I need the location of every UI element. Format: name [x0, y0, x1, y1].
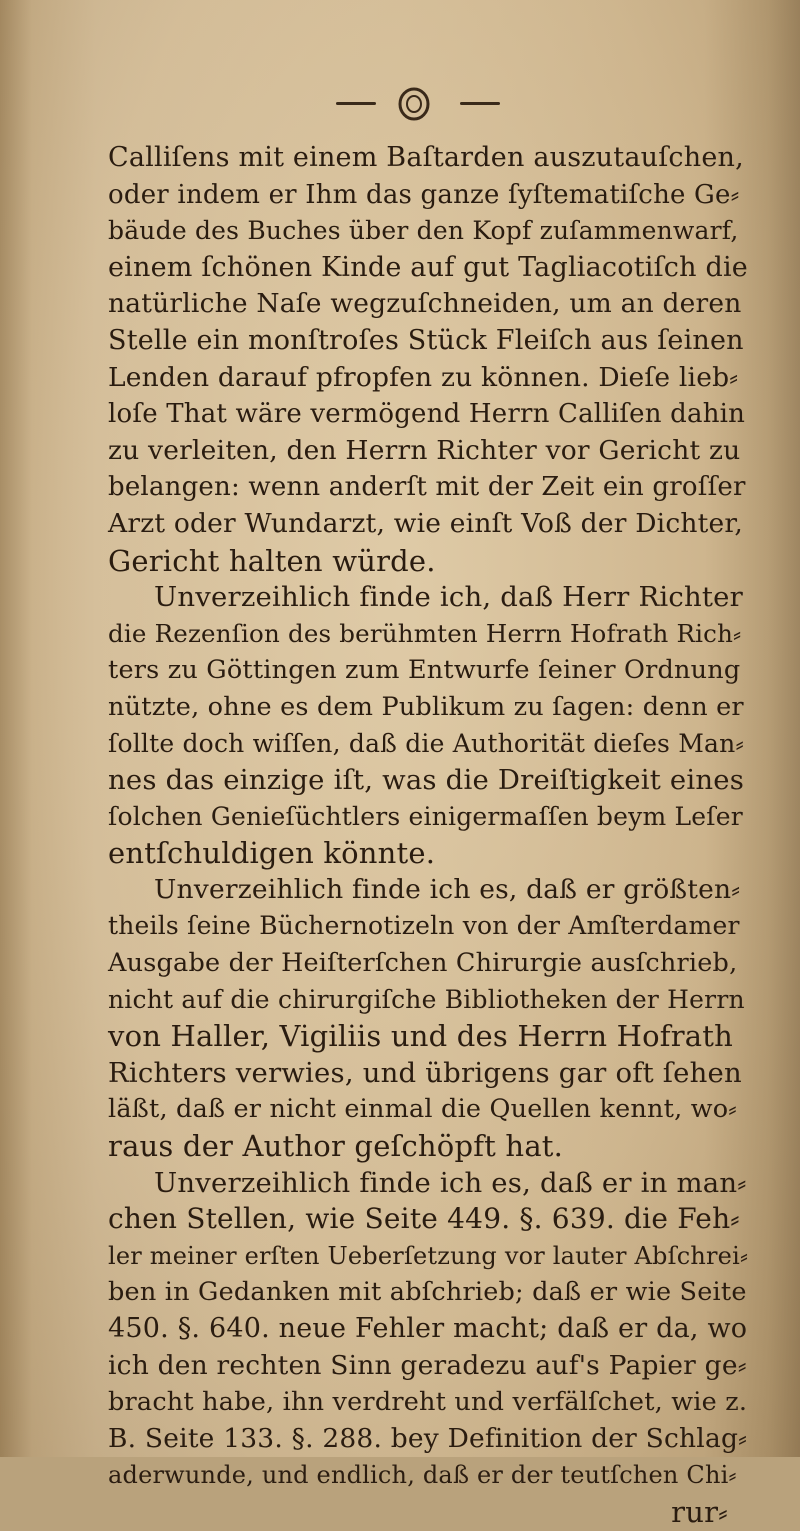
- text-line: nicht auf die chirurgiſche Bibliotheken der Herrn: [108, 984, 745, 1014]
- text-line: Unverzeihlich finde ich es, daß er größten⸗: [154, 873, 741, 905]
- text-line: raus der Author geſchöpft hat.: [108, 1129, 564, 1164]
- text-line: ler meiner erſten Ueberſetzung vor lauter Abſchrei⸗: [108, 1241, 749, 1270]
- text-line: ters zu Göttingen zum Entwurfe ſeiner Ordnung: [108, 655, 741, 686]
- text-line: Stelle ein monſtroſes Stück Fleiſch aus ſeinen: [108, 324, 744, 356]
- ornament-emblem-icon: [384, 84, 444, 124]
- text-line: ſolchen Genieſüchtlers einigermaſſen beym Leſer: [108, 801, 743, 831]
- text-line: Richters verwies, und übrigens gar oft ſehen: [108, 1056, 742, 1089]
- text-line: aderwunde, und endlich, daß er der teutſchen Chi⸗: [108, 1461, 737, 1490]
- catchword: rur⸗: [671, 1494, 728, 1529]
- text-line: nes das einzige iſt, was die Dreiſtigkeit eines: [108, 764, 745, 797]
- text-line: läßt, daß er nicht einmal die Quellen kennt, wo⸗: [108, 1094, 737, 1125]
- text-line: Calliſens mit einem Baſtarden auszutauſchen,: [108, 142, 744, 173]
- text-line: einem ſchönen Kinde auf gut Tagliacotiſch die: [108, 251, 748, 283]
- text-line: zu verleiten, den Herrn Richter vor Gericht zu: [108, 434, 741, 466]
- text-line: nützte, ohne es dem Publikum zu ſagen: denn er: [108, 691, 744, 722]
- ornament-line-left: [336, 102, 376, 105]
- text-line: bracht habe, ihn verdreht und verfälſchet, wie z.: [108, 1387, 748, 1418]
- text-line: Lenden darauf pfropfen zu können. Dieſe lieb⸗: [108, 361, 739, 393]
- text-line: 450. §. 640. neue Fehler macht; daß er da, wo: [108, 1313, 748, 1344]
- text-line: von Haller, Vigiliis und des Herrn Hofrath: [108, 1019, 734, 1054]
- text-line: loſe That wäre vermögend Herrn Calliſen dahin: [108, 399, 746, 430]
- text-line: chen Stellen, wie Seite 449. §. 639. die Feh⸗: [108, 1202, 740, 1236]
- body-text: [108, 140, 748, 1531]
- text-line: Arzt oder Wundarzt, wie einſt Voß der Dichter,: [108, 507, 743, 539]
- text-line: Unverzeihlich finde ich es, daß er in man⸗: [154, 1166, 747, 1199]
- text-line: Gericht halten würde.: [108, 543, 436, 578]
- text-line: ich den rechten Sinn geradezu auf's Papier ge⸗: [108, 1349, 747, 1381]
- text-line: ben in Gedanken mit abſchrieb; daß er wie Seite: [108, 1277, 747, 1308]
- text-line: bäude des Buches über den Kopf zuſammenwarf,: [108, 216, 739, 246]
- text-line: theils ſeine Büchernotizeln von der Amſterdamer: [108, 911, 740, 941]
- text-line: die Rezenſion des berühmten Herrn Hofrath Rich⸗: [108, 618, 742, 648]
- text-line: Unverzeihlich finde ich, daß Herr Richter: [154, 581, 743, 614]
- ornament-line-right: [460, 102, 500, 105]
- page-header-ornament: [0, 84, 800, 124]
- text-line: B. Seite 133. §. 288. bey Definition der Schlag⸗: [108, 1422, 748, 1454]
- text-line: oder indem er Ihm das ganze ſyſtematiſche Ge⸗: [108, 179, 740, 210]
- text-line: ſollte doch wiſſen, daß die Authorität dieſes Man⸗: [108, 728, 744, 758]
- text-line: belangen: wenn anderſt mit der Zeit ein groſſer: [108, 472, 746, 503]
- text-line: Ausgabe der Heiſterſchen Chirurgie ausſchrieb,: [108, 948, 738, 979]
- text-line: natürliche Naſe wegzuſchneiden, um an deren: [108, 288, 742, 320]
- text-line: entſchuldigen könnte.: [108, 836, 436, 871]
